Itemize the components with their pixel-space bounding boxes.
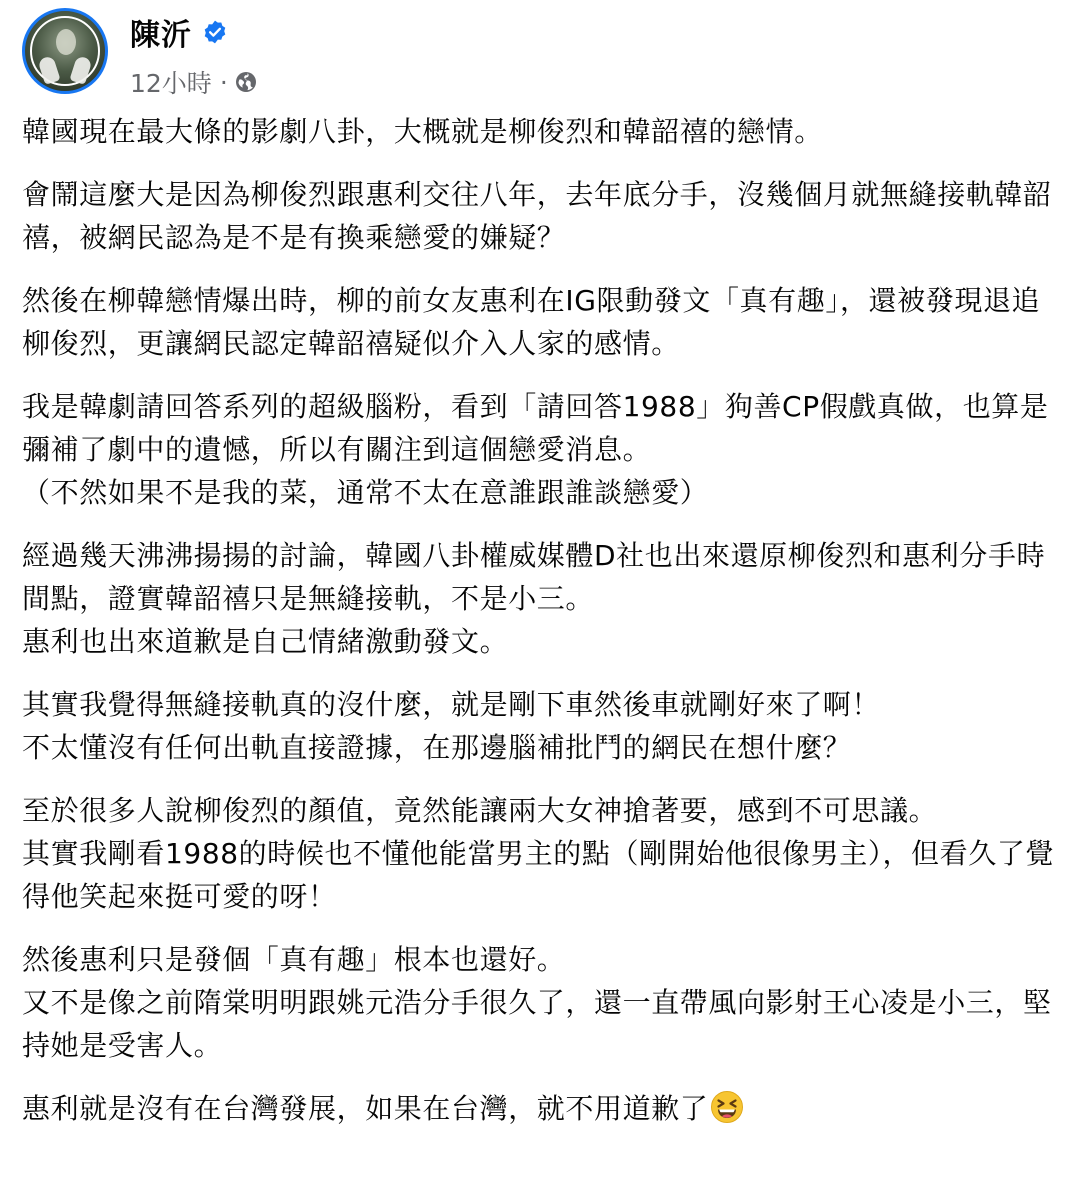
paragraph-line: （不然如果不是我的菜，通常不太在意誰跟誰談戀愛） <box>22 476 709 509</box>
paragraph-line: 會鬧這麼大是因為柳俊烈跟惠利交往八年，去年底分手，沒幾個月就無縫接軌韓韶禧，被網民認為是不是有換乘戀愛的嫌疑？ <box>22 178 1052 254</box>
avatar-figure <box>56 29 76 55</box>
meta-separator: · <box>219 67 228 97</box>
paragraph-line: 經過幾天沸沸揚揚的討論，韓國八卦權威媒體D社也出來還原柳俊烈和惠利分手時間點，證實韓韶禧只是無縫接軌，不是小三。 <box>22 539 1046 615</box>
post-meta <box>130 8 258 102</box>
paragraph-line: 至於很多人說柳俊烈的顏值，竟然能讓兩大女神搶著要，感到不可思議。 <box>22 794 938 827</box>
author-row <box>130 12 258 52</box>
author-avatar[interactable] <box>22 8 108 94</box>
grinning-squinting-face-icon <box>710 1090 744 1124</box>
paragraph-line: 惠利就是沒有在台灣發展，如果在台灣，就不用道歉了 <box>22 1092 709 1125</box>
paragraph-line: 不太懂沒有任何出軌直接證據，在那邊腦補批鬥的網民在想什麼？ <box>22 731 852 764</box>
paragraph-line: 然後惠利只是發個「真有趣」根本也還好。 <box>22 943 566 976</box>
post-header <box>22 8 258 104</box>
verified-badge-icon <box>202 19 228 45</box>
post-paragraph <box>22 534 1066 663</box>
post-body <box>22 110 1066 1150</box>
post-paragraph <box>22 385 1066 514</box>
paragraph-line: 惠利也出來道歉是自己情緒激動發文。 <box>22 625 509 658</box>
post-timestamp[interactable]: 12小時 <box>130 69 212 98</box>
post-paragraph <box>22 789 1066 918</box>
post-paragraph <box>22 938 1066 1067</box>
paragraph-line: 其實我覺得無縫接軌真的沒什麼，就是剛下車然後車就剛好來了啊！ <box>22 688 881 721</box>
paragraph-line: 其實我剛看1988的時候也不懂他能當男主的點（剛開始他很像男主），但看久了覺得他笑起來挺可愛的呀！ <box>22 837 1055 913</box>
paragraph-line: 我是韓劇請回答系列的超級腦粉，看到「請回答1988」狗善CP假戲真做，也算是彌補了劇中的遺憾，所以有關注到這個戀愛消息。 <box>22 390 1049 466</box>
post-paragraph <box>22 110 1066 153</box>
post-paragraph <box>22 279 1066 365</box>
paragraph-line: 又不是像之前隋棠明明跟姚元浩分手很久了，還一直帶風向影射王心凌是小三，堅持她是受害人。 <box>22 986 1052 1062</box>
post-paragraph <box>22 683 1066 769</box>
paragraph-line: 韓國現在最大條的影劇八卦，大概就是柳俊烈和韓韶禧的戀情。 <box>22 115 823 148</box>
post-paragraph <box>22 1087 1066 1130</box>
globe-icon[interactable] <box>234 70 258 94</box>
post-paragraph <box>22 173 1066 259</box>
author-name[interactable]: 陳沂 <box>130 18 192 53</box>
paragraph-line: 然後在柳韓戀情爆出時，柳的前女友惠利在IG限動發文「真有趣」，還被發現退追柳俊烈，更讓網民認定韓韶禧疑似介入人家的感情。 <box>22 284 1041 360</box>
post-meta-row <box>130 62 258 102</box>
